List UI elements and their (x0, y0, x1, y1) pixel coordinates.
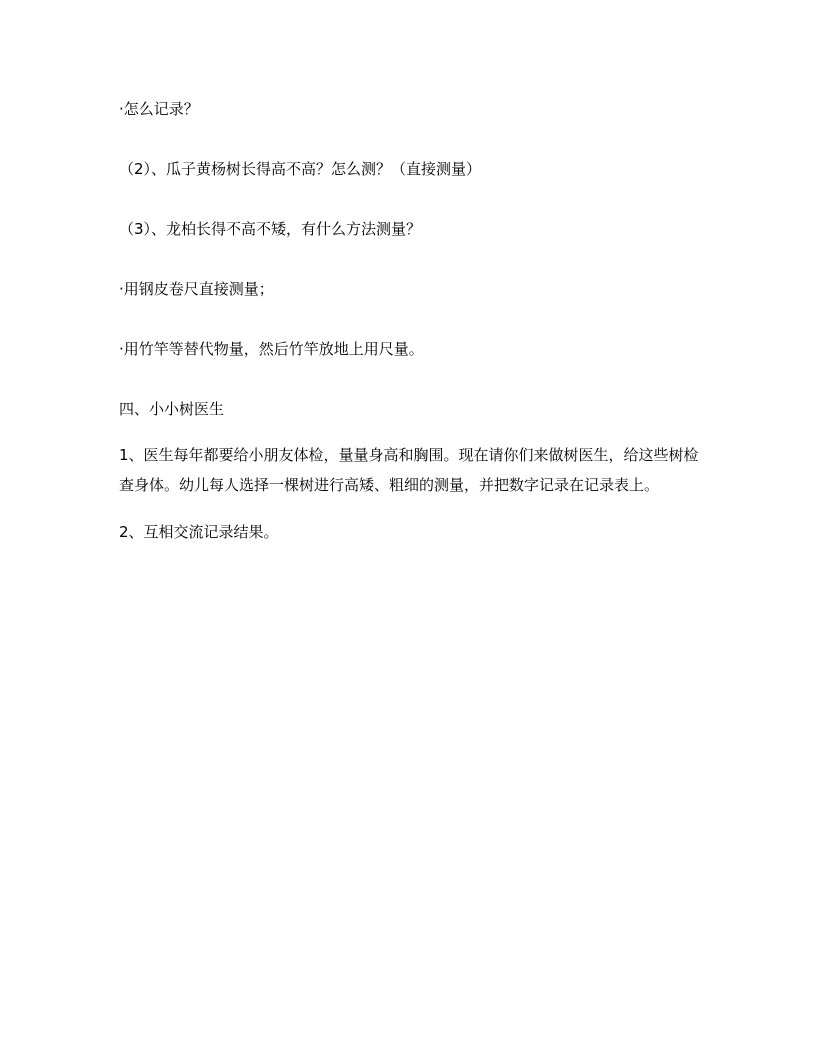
document-page (119, 94, 709, 547)
paragraph-tree-checkup: 1、医生每年都要给小朋友体检，量量身高和胸围。现在请你们来做树医生，给这些树检查身体。幼儿每人选择一棵树进行高矮、粗细的测量，并把数字记录在记录表上。 (119, 446, 699, 494)
section-heading-tree-doctor: 四、小小树医生 (119, 400, 225, 418)
paragraph-juniper-height: （3）、龙柏长得不高不矮，有什么方法测量？ (119, 220, 422, 238)
paragraph-bamboo-pole: ·用竹竿等替代物量，然后竹竿放地上用尺量。 (119, 340, 424, 358)
paragraph-boxwood-height: （2）、瓜子黄杨树长得高不高？怎么测？（直接测量） (119, 160, 482, 178)
paragraph-share-results: 2、互相交流记录结果。 (119, 523, 279, 541)
paragraph-tape-measure: ·用钢皮卷尺直接测量； (119, 280, 274, 298)
paragraph-how-to-record: ·怎么记录？ (119, 100, 199, 118)
